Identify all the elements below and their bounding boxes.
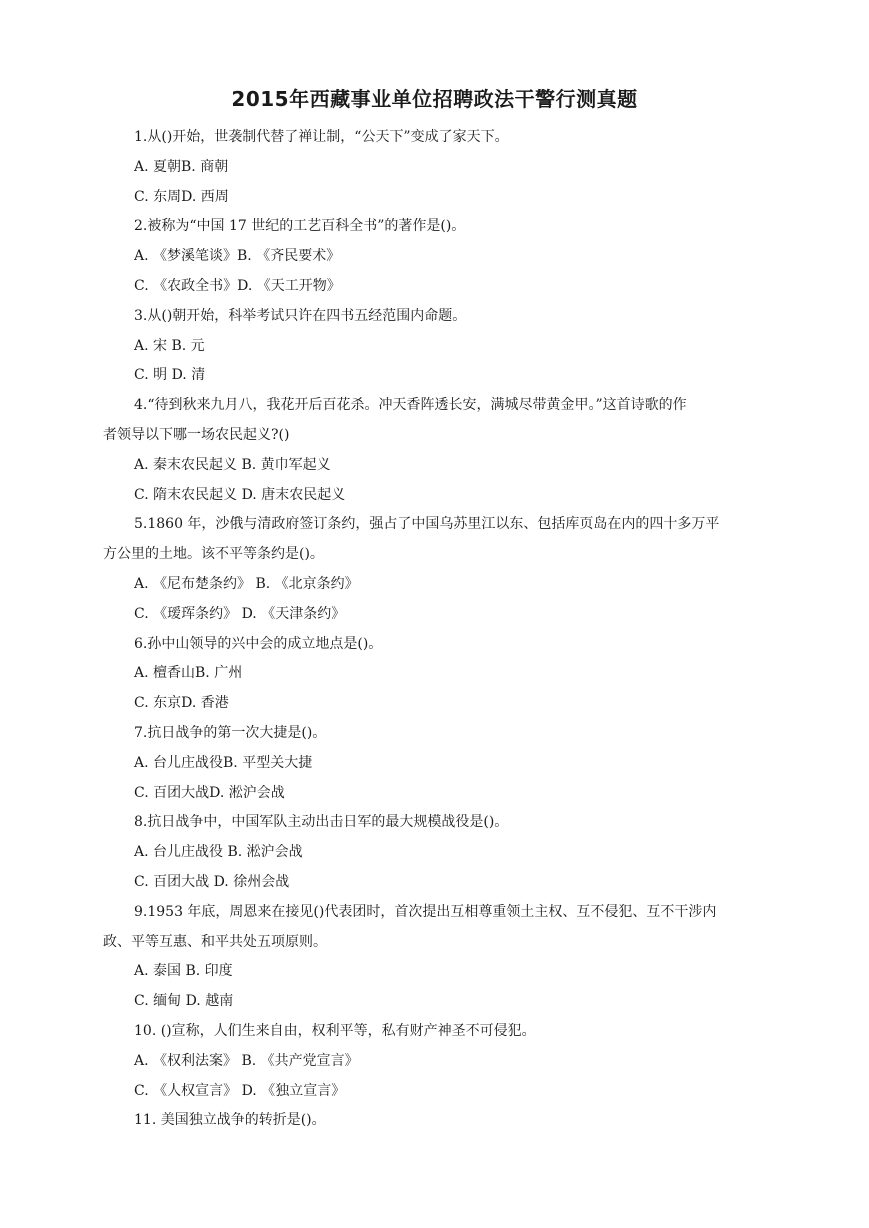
question-7-options-ab: A. 台儿庄战役B. 平型关大捷 bbox=[134, 754, 313, 771]
question-2-options-cd: C. 《农政全书》D. 《天工开物》 bbox=[134, 277, 341, 294]
question-4-line-1: 4.“待到秋来九月八，我花开后百花杀。冲天香阵透长安，满城尽带黄金甲。”这首诗歌的作 bbox=[134, 397, 687, 414]
question-11: 11. 美国独立战争的转折是()。 bbox=[134, 1112, 326, 1129]
question-4-line-2: 者领导以下哪一场农民起义?() bbox=[103, 426, 290, 443]
question-2-options-ab: A. 《梦溪笔谈》B. 《齐民要术》 bbox=[134, 248, 341, 265]
question-8-options-cd: C. 百团大战 D. 徐州会战 bbox=[134, 873, 290, 890]
question-2: 2.被称为“中国 17 世纪的工艺百科全书”的著作是()。 bbox=[134, 218, 466, 235]
page-title: 2015年西藏事业单位招聘政法干警行测真题 bbox=[231, 87, 638, 111]
question-6-options-ab: A. 檀香山B. 广州 bbox=[134, 665, 243, 682]
question-4-options-cd: C. 隋末农民起义 D. 唐末农民起义 bbox=[134, 486, 346, 503]
question-3-options-ab: A. 宋 B. 元 bbox=[134, 337, 205, 354]
question-1-options-ab: A. 夏朝B. 商朝 bbox=[134, 158, 229, 175]
question-6: 6.孙中山领导的兴中会的成立地点是()。 bbox=[134, 635, 383, 652]
question-list bbox=[0, 123, 869, 1136]
question-8: 8.抗日战争中，中国军队主动出击日军的最大规模战役是()。 bbox=[134, 814, 509, 831]
question-4-options-ab: A. 秦末农民起义 B. 黄巾军起义 bbox=[134, 456, 331, 473]
question-3: 3.从()朝开始，科举考试只许在四书五经范围内命题。 bbox=[134, 307, 467, 324]
question-10: 10. ()宣称，人们生来自由，权利平等，私有财产神圣不可侵犯。 bbox=[134, 1022, 536, 1039]
question-5-options-ab: A. 《尼布楚条约》 B. 《北京条约》 bbox=[134, 575, 359, 592]
question-9-options-cd: C. 缅甸 D. 越南 bbox=[134, 993, 234, 1010]
question-6-options-cd: C. 东京D. 香港 bbox=[134, 695, 229, 712]
question-9-line-2: 政、平等互惠、和平共处五项原则。 bbox=[103, 933, 327, 950]
question-3-options-cd: C. 明 D. 清 bbox=[134, 367, 206, 384]
question-5-line-2: 方公里的土地。该不平等条约是()。 bbox=[103, 546, 324, 563]
question-10-options-ab: A. 《权利法案》 B. 《共产党宣言》 bbox=[134, 1052, 359, 1069]
question-7: 7.抗日战争的第一次大捷是()。 bbox=[134, 724, 327, 741]
question-1: 1.从()开始，世袭制代替了禅让制，“公天下”变成了家天下。 bbox=[134, 129, 509, 145]
question-9-line-1: 9.1953 年底，周恩来在接见()代表团时，首次提出互相尊重领土主权、互不侵犯、互不干涉内 bbox=[134, 903, 717, 920]
question-7-options-cd: C. 百团大战D. 淞沪会战 bbox=[134, 784, 285, 801]
question-5-options-cd: C. 《瑷珲条约》 D. 《天津条约》 bbox=[134, 605, 346, 622]
question-1-options-cd: C. 东周D. 西周 bbox=[134, 188, 229, 205]
question-10-options-cd: C. 《人权宣言》 D. 《独立宣言》 bbox=[134, 1082, 346, 1099]
question-8-options-ab: A. 台儿庄战役 B. 淞沪会战 bbox=[134, 844, 303, 861]
question-9-options-ab: A. 泰国 B. 印度 bbox=[134, 963, 233, 980]
question-5-line-1: 5.1860 年，沙俄与清政府签订条约，强占了中国乌苏里江以东、包括库页岛在内的四十多万平 bbox=[134, 516, 720, 533]
